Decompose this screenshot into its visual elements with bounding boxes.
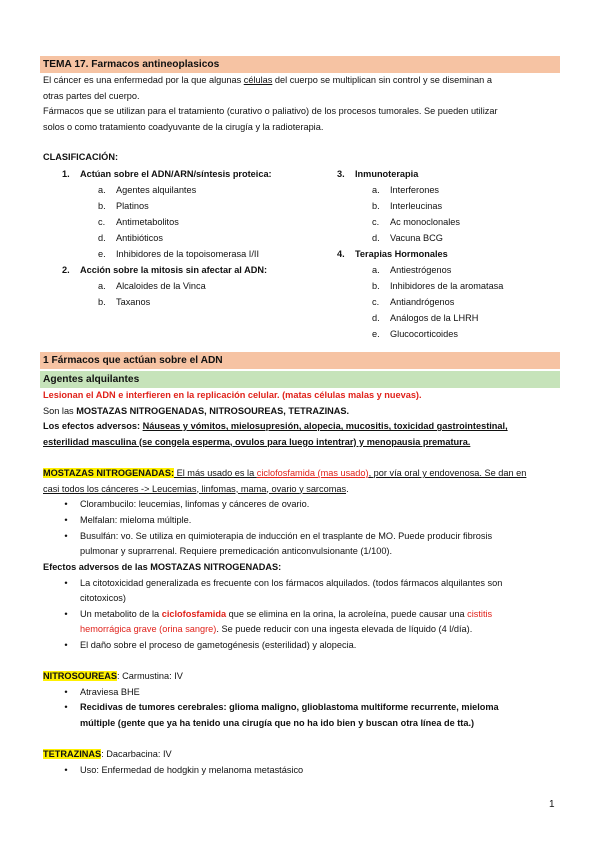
bullet-icon: • [64, 687, 68, 697]
nitrosoureas-line: NITROSOUREAS: Carmustina: IV [43, 671, 183, 681]
bullet-icon: • [64, 702, 68, 712]
list-item: Taxanos [116, 297, 151, 307]
list-item: Antiestrógenos [390, 265, 452, 275]
bullet-icon: • [64, 609, 68, 619]
celulas-link-text: células [243, 75, 273, 85]
list-item: Clorambucilo: leucemias, linfomas y cánceres de ovario. [80, 499, 310, 509]
bullet-icon: • [64, 499, 68, 509]
list-item: Melfalan: mieloma múltiple. [80, 515, 192, 525]
list-item-continuation: pulmonar y suprarrenal. Requiere premedicación anticonvulsionante (1/100). [80, 546, 393, 556]
bullet-icon: • [64, 531, 68, 541]
clasificacion-number: 4. [337, 249, 345, 259]
mostazas-paragraph: MOSTAZAS NITROGENADAS: El más usado es la ciclofosfamida (mas usado), por vía oral y endovenosa. Se dan en casi todos los cánceres -> Leucemias, linfomas, mama, ovario y sarcomas. [43, 468, 527, 494]
list-letter: d. [372, 313, 380, 323]
list-letter: b. [372, 201, 380, 211]
list-item: Ac monoclonales [390, 217, 460, 227]
list-letter: d. [98, 233, 106, 243]
clasificacion-number: 3. [337, 169, 345, 179]
list-item: Vacuna BCG [390, 233, 443, 243]
list-letter: a. [98, 185, 106, 195]
section1-subtitle: Agentes alquilantes [40, 371, 560, 388]
bullet-icon: • [64, 578, 68, 588]
list-item: Busulfán: vo. Se utiliza en quimioterapia de inducción en el trasplante de MO. Puede producir fibrosis [80, 531, 493, 541]
list-item: Interferones [390, 185, 440, 195]
list-letter: a. [372, 185, 380, 195]
list-letter: b. [98, 201, 106, 211]
tema-title: TEMA 17. Farmacos antineoplasicos [40, 56, 560, 73]
list-letter: a. [372, 265, 380, 275]
agentes-description: Lesionan el ADN e interfieren en la replicación celular. (matas células malas y nuevas). Son las MOSTAZAS NITROGENADAS, NITROSOUREAS, TETRAZINAS. Los efectos adversos: Náuseas y vómitos, mielosupresión, alopecia, mucositis, toxicidad gastrointestinal, esterilidad masculina (se congela esperma, ovulos para luego intentrar) y menopausia prematura. [43, 388, 558, 450]
list-item: Platinos [116, 201, 149, 211]
list-item: Interleucinas [390, 201, 443, 211]
list-item: Antimetabolitos [116, 217, 179, 227]
list-letter: c. [98, 217, 106, 227]
list-item: Antibióticos [116, 233, 163, 243]
list-letter: b. [372, 281, 380, 291]
bullet-icon: • [64, 515, 68, 525]
page-number: 1 [549, 799, 555, 810]
list-letter: a. [98, 281, 106, 291]
list-item: Inhibidores de la aromatasa [390, 281, 504, 291]
section1-title: 1 Fármacos que actúan sobre el ADN [40, 352, 560, 369]
clasificacion-number: 1. [62, 169, 70, 179]
tetrazinas-highlight: TETRAZINAS [43, 749, 102, 759]
clasificacion-group-title: Terapias Hormonales [355, 249, 448, 259]
list-letter: e. [98, 249, 106, 259]
list-item: Análogos de la LHRH [390, 313, 479, 323]
efectos-mostazas-title: Efectos adversos de las MOSTAZAS NITROGENADAS: [43, 562, 282, 572]
list-item: Antiandrógenos [390, 297, 455, 307]
list-letter: c. [372, 297, 380, 307]
bullet-icon: • [64, 640, 68, 650]
clasificacion-label: CLASIFICACIÓN: [43, 152, 119, 162]
intro-paragraph: El cáncer es una enfermedad por la que algunas células del cuerpo se multiplican sin control y se diseminan a otras partes del cuerpo. Fármacos que se utilizan para el tratamiento (curativo o paliativo) de los procesos tumorales. Se pueden utilizar solos o como tratamiento coadyuvante de la cirugía y la radioterapia. [43, 75, 498, 132]
list-item: Agentes alquilantes [116, 185, 197, 195]
list-item: Inhibidores de la topoisomerasa I/II [116, 249, 259, 259]
list-letter: e. [372, 329, 380, 339]
document-page: TEMA 17. Farmacos antineoplasicos El cáncer es una enfermedad por la que algunas células del cuerpo se multiplican sin control y se diseminan a otras partes del cuerpo. Fármacos que se utilizan para el tratamiento (curativo o paliativo) de los procesos tumorales. Se pueden utilizar solos o como tratamiento coadyuvante de la cirugía y la radioterapia. CLASIFICACIÓN: 1. Actúan sobre el ADN/ARN/síntesis proteica: a. Agentes alquilantes b. Platinos c. Antimetabolitos d. Antibióticos e. Inhibidores de la topoisomerasa I/II 2. Acción sobre la mitosis sin afectar al ADN: a. Alcaloides de la Vinca b. Taxanos 3. Inmunoterapia a. Interferones b. Interleucinas c. Ac monoclonales d. Vacuna BCG 4. Terapias Hormonales a. Antiestrógenos b. Inhibidores de la aromatasa c. Antiandrógenos d. Análogos de la LHRH e. Glucocorticoides 1 Fármacos que actúan sobre el ADN Agentes alquilantes Lesionan el ADN e interfieren en la replicación celular. (matas células malas y nuevas). Son las MOSTAZAS NITROGENADAS, NITROSOUREAS, TETRAZINAS. Los efectos adversos: Náuseas y vómitos, mielosupresión, alopecia, mucositis, toxicidad gastrointestinal, esterilidad masculina (se congela esperma, ovulos para luego intentrar) y menopausia prematura. MOSTAZAS NITROGENADAS: El más usado es la ciclofosfamida (mas usado), por vía oral y endovenosa. Se dan en casi todos los cánceres -> Leucemias, linfomas, mama, ovario y sarcomas. • Clorambucilo: leucemias, linfomas y cánceres de ovario. • Melfalan: mieloma múltiple. • Busulfán: vo. Se utiliza en quimioterapia de inducción en el trasplante de MO. Puede producir fibrosis pulmonar y suprarrenal. Requiere premedicación anticonvulsionante (1/100). Efectos adversos de las MOSTAZAS NITROGENADAS: • La citotoxicidad generalizada es frecuente con los fármacos alquilados. (todos fármacos alquilantes son citotoxicos) • Un metabolito de la ciclofosfamida que se elimina en la orina, la acroleína, puede causar una cistitis hemorrágica grave (orina sangre). Se puede reducir con una ingesta elevada de líquido (4 l/día). • El daño sobre el proceso de gametogénesis (esterilidad) y alopecia. NITROSOUREAS: Carmustina: IV • Atraviesa BHE • Recidivas de tumores cerebrales: glioma maligno, glioblastoma multiforme recurrente, mieloma múltiple (gente que ya ha tenido una cirugía que no ha ido bien y buscan otra línea de tta.) TETRAZINAS: Dacarbacina: IV • Uso: Enfermedad de hodgkin y melanoma metastásico 1 [0, 0, 600, 848]
list-item: Glucocorticoides [390, 329, 458, 339]
list-item: Alcaloides de la Vinca [116, 281, 206, 291]
red-lesionan-line: Lesionan el ADN e interfieren en la replicación celular. (matas células malas y nuevas). [43, 390, 422, 400]
mostazas-highlight: MOSTAZAS NITROGENADAS: [43, 468, 175, 478]
clasificacion-group-title: Inmunoterapia [355, 169, 419, 179]
clasificacion-group-title: Acción sobre la mitosis sin afectar al ADN: [80, 265, 268, 275]
list-letter: d. [372, 233, 380, 243]
bullet-icon: • [64, 765, 68, 775]
list-letter: b. [98, 297, 106, 307]
clasificacion-number: 2. [62, 265, 70, 275]
nitrosoureas-highlight: NITROSOUREAS [43, 671, 118, 681]
clasificacion-group-title: Actúan sobre el ADN/ARN/síntesis proteica: [80, 169, 272, 179]
list-letter: c. [372, 217, 380, 227]
tetrazinas-line: TETRAZINAS: Dacarbacina: IV [43, 749, 172, 759]
